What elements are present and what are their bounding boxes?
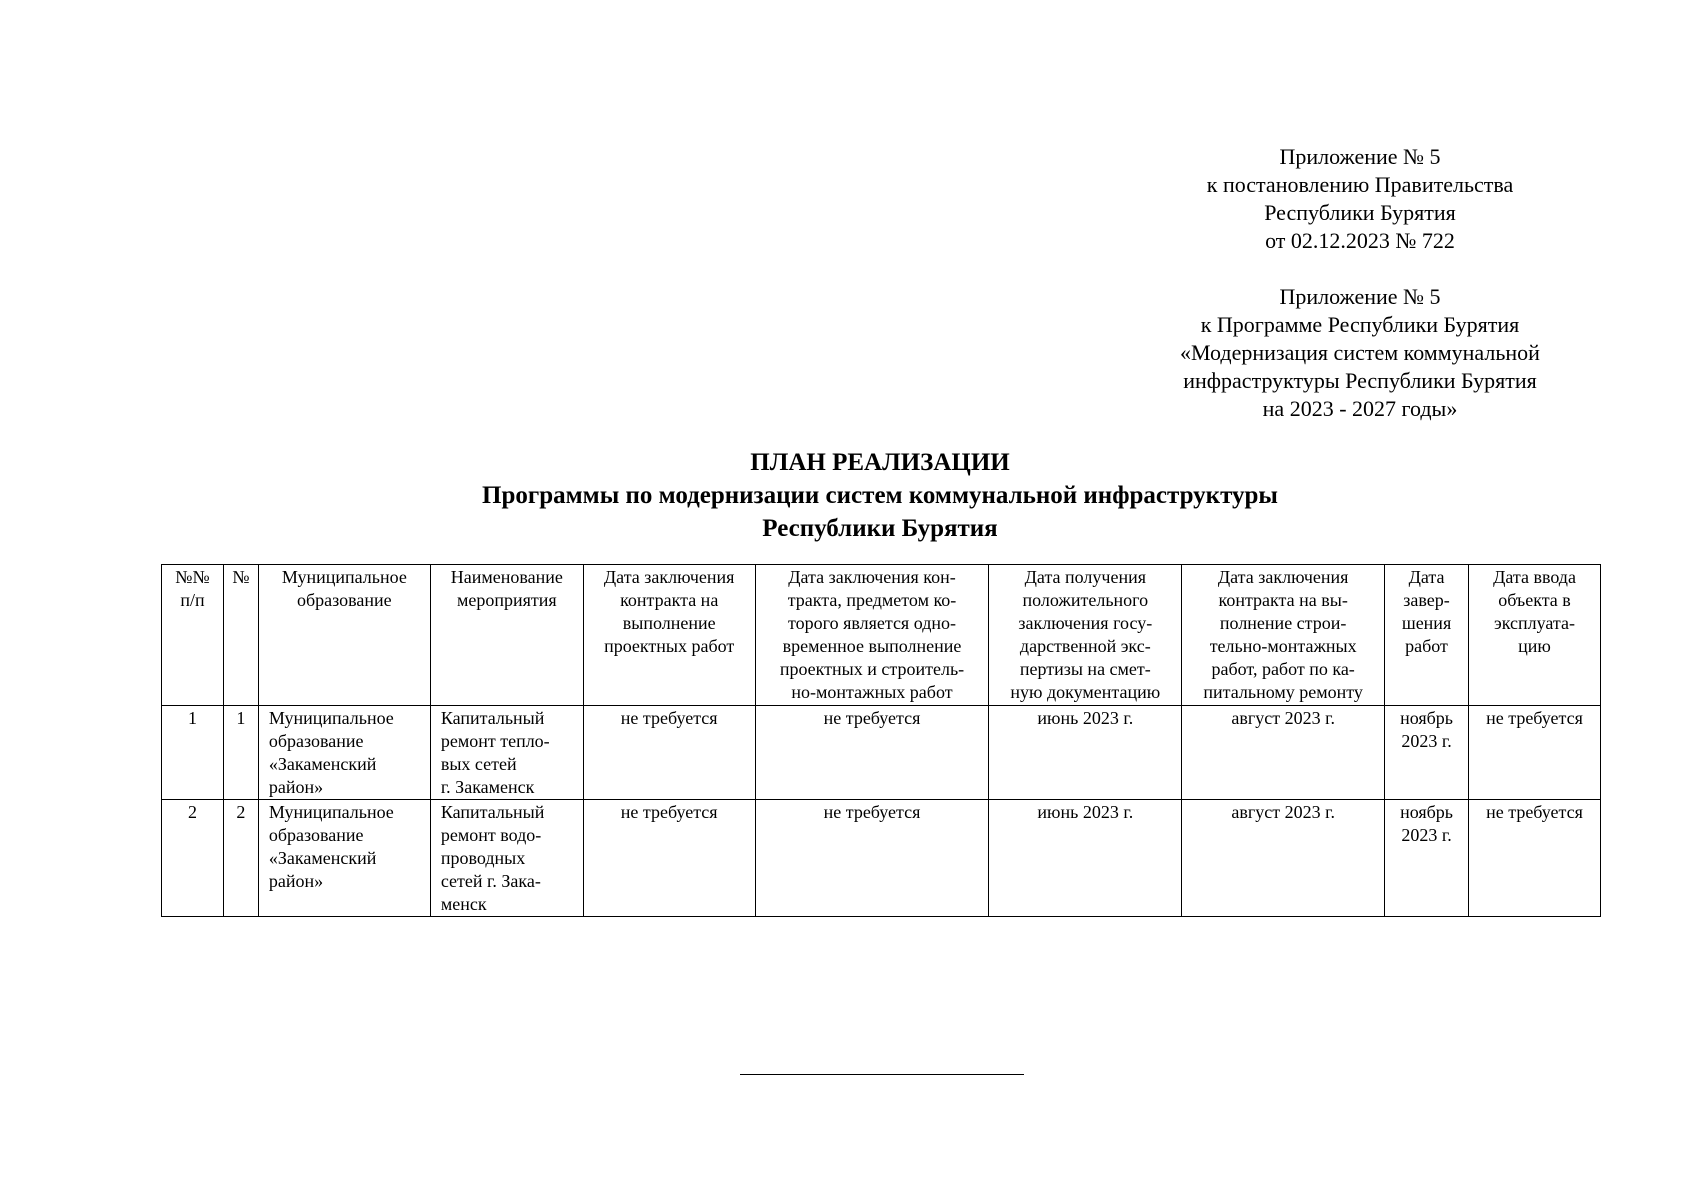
title-line-2: Программы по модернизации систем коммунальной инфраструктуры — [482, 482, 1278, 509]
table-cell: 2 — [223, 800, 258, 917]
header-cell: Наименование мероприятия — [430, 565, 583, 706]
table-cell: Муниципальное образование «Закаменский район» — [258, 706, 430, 800]
appendix-program — [1150, 283, 1570, 423]
header-cell: Муниципальное образование — [258, 565, 430, 706]
header-cell: Дата заключения контракта на выполнение проектных работ — [583, 565, 755, 706]
appendix-line: Республики Бурятия — [1264, 200, 1456, 225]
table-row — [162, 706, 1601, 800]
appendix-line: к Программе Республики Бурятия — [1200, 312, 1520, 337]
header-cell: № — [223, 565, 258, 706]
appendix-line: от 02.12.2023 № 722 — [1265, 228, 1455, 253]
table-cell: 1 — [223, 706, 258, 800]
header-cell: Дата заключения контракта на вы- полнение строи- тельно-монтажных работ, работ по ка- питальному ремонту — [1182, 565, 1385, 706]
table-cell: 1 — [162, 706, 224, 800]
table-cell: Муниципальное образование «Закаменский район» — [258, 800, 430, 917]
appendix-line: на 2023 - 2027 годы» — [1262, 396, 1458, 421]
table-cell: июнь 2023 г. — [989, 800, 1182, 917]
table-cell: август 2023 г. — [1182, 800, 1385, 917]
document-title — [160, 446, 1600, 545]
appendix-line: Приложение № 5 — [1279, 144, 1441, 169]
table-row — [162, 800, 1601, 917]
table-cell: август 2023 г. — [1182, 706, 1385, 800]
table-header-row — [162, 565, 1601, 706]
table-cell: Капитальный ремонт тепло- вых сетей г. Закаменск — [430, 706, 583, 800]
table-cell: ноябрь 2023 г. — [1385, 706, 1469, 800]
appendix-line: к постановлению Правительства — [1206, 172, 1514, 197]
footer-separator-line — [740, 1074, 1024, 1075]
table-cell: не требуется — [1469, 706, 1601, 800]
table-cell: не требуется — [755, 800, 989, 917]
appendix-government-decree — [1150, 143, 1570, 255]
header-cell: №№ п/п — [162, 565, 224, 706]
appendix-line: «Модернизация систем коммунальной — [1180, 340, 1540, 365]
title-line-1: ПЛАН РЕАЛИЗАЦИИ — [750, 449, 1010, 476]
appendix-line: инфраструктуры Республики Бурятия — [1183, 368, 1537, 393]
table-cell: 2 — [162, 800, 224, 917]
table-cell: не требуется — [583, 706, 755, 800]
appendix-line: Приложение № 5 — [1279, 284, 1441, 309]
table-cell: ноябрь 2023 г. — [1385, 800, 1469, 917]
header-cell: Дата ввода объекта в эксплуата- цию — [1469, 565, 1601, 706]
table-cell: не требуется — [1469, 800, 1601, 917]
table-cell: июнь 2023 г. — [989, 706, 1182, 800]
title-line-3: Республики Бурятия — [762, 515, 998, 542]
header-cell: Дата получения положительного заключения госу- дарственной экс- пертизы на смет- ную документацию — [989, 565, 1182, 706]
table-cell: не требуется — [583, 800, 755, 917]
header-cell: Дата заключения кон- тракта, предметом ко- торого является одно- временное выполнение проектных и строитель- но-монтажных работ — [755, 565, 989, 706]
header-cell: Дата завер- шения работ — [1385, 565, 1469, 706]
table-cell: Капитальный ремонт водо- проводных сетей г. Зака- менск — [430, 800, 583, 917]
implementation-plan-table — [161, 564, 1601, 917]
table-cell: не требуется — [755, 706, 989, 800]
